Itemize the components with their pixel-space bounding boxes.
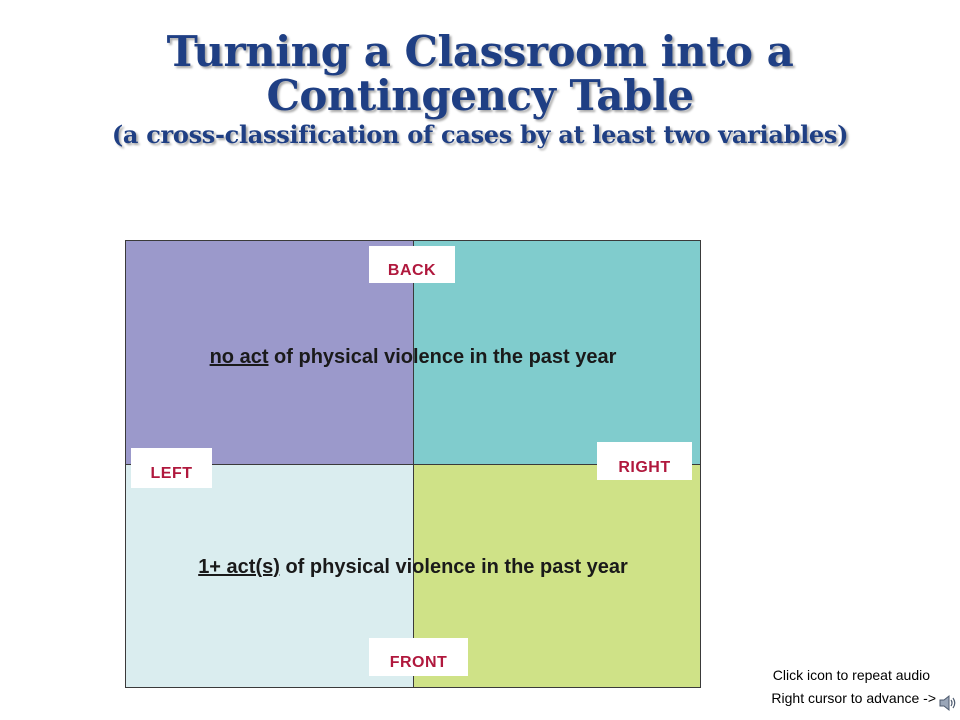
row-label-one-plus-rest: of physical violence in the past year bbox=[279, 556, 628, 578]
slide-title-line-1: Turning a Classroom into a bbox=[166, 27, 794, 76]
row-label-no-act-emphasis: no act bbox=[209, 346, 269, 368]
speaker-icon[interactable] bbox=[938, 693, 958, 713]
slide-title-line-2: Contingency Table bbox=[266, 71, 694, 120]
row-label-no-act-rest: of physical violence in the past year bbox=[268, 346, 617, 368]
row-label-no-act bbox=[125, 346, 701, 369]
slide-subtitle: (a cross-classification of cases by at least two variables) bbox=[111, 120, 849, 149]
row-label-one-plus-acts bbox=[125, 556, 701, 579]
row-label-one-plus-emphasis: 1+ act(s) bbox=[198, 556, 280, 578]
footer-repeat-audio-hint: Click icon to repeat audio bbox=[772, 667, 930, 683]
direction-back-label: BACK bbox=[369, 246, 455, 283]
direction-right-label: RIGHT bbox=[597, 442, 692, 480]
direction-front-label: FRONT bbox=[369, 638, 468, 676]
footer-advance-hint: Right cursor to advance -> bbox=[771, 690, 936, 706]
direction-left-label: LEFT bbox=[131, 448, 212, 488]
slide-title-block bbox=[0, 27, 960, 150]
